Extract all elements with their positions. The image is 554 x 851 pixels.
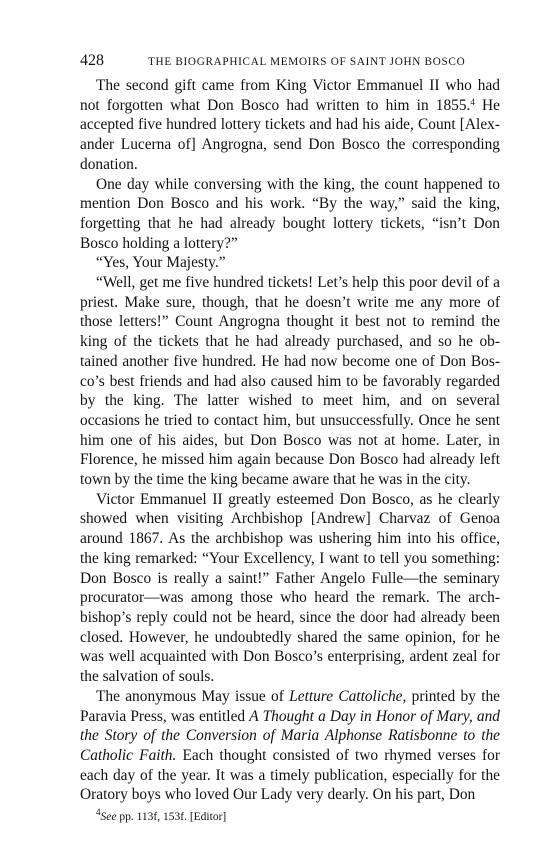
paragraph-text: Each thought consisted of two rhymed verses for each day of the year. It was a timely publication, especially for the Oratory boys who loved Our Lady very dearly. On his part, Don bbox=[80, 746, 500, 804]
footnote-see: See bbox=[100, 811, 117, 824]
footnote-text: pp. 113f, 153f. [Editor] bbox=[116, 811, 227, 824]
footnote-reference: 4 bbox=[470, 96, 475, 107]
footnote bbox=[80, 807, 500, 824]
page-number: 428 bbox=[80, 52, 104, 69]
footnote-marker: 4 bbox=[96, 807, 101, 818]
page bbox=[80, 52, 500, 823]
paragraph: “Yes, Your Majesty.” bbox=[96, 254, 226, 272]
paragraph bbox=[80, 687, 500, 805]
publication-title: A Thought a Day in Honor of Mary, and the Story of the Conversion of Maria Alphonse Ratisbonne to the Catholic Faith. bbox=[80, 707, 500, 764]
paragraph: One day while conversing with the king, the count happened to mention Don Bosco and his work. “By the way,” said the king, forgetting that he had already bought lottery tickets, “isn’t Don Bosco holding a lottery?” bbox=[80, 175, 500, 252]
body-text bbox=[80, 76, 500, 805]
paragraph-text: printed by the Paravia Press, was entitled bbox=[80, 687, 500, 725]
paragraph: Victor Emmanuel II greatly esteemed Don Bosco, as he clearly showed when visiting Archbishop [Andrew] Charvaz of Genoa around 1867. As the archbishop was ushering him into his office, the king remarked: “Your Excellency, I want to tell you something: Don Bosco is really a saint!” Father Angelo Fulle—the seminary procurator—was among those who heard the remark. The archbishop’s reply could not be heard, since the door had already been closed. However, he undoubtedly shared the same opinion, for he was well acquainted with Don Bosco’s enterprising, ardent zeal for the salvation of souls. bbox=[80, 490, 500, 686]
paragraph-text: The anonymous May issue of bbox=[96, 687, 290, 705]
paragraph-text: The second gift came from King Victor Emmanuel II who had not forgotten what Don Bosco had written to him in 1855. bbox=[80, 77, 500, 114]
running-title: THE BIOGRAPHICAL MEMOIRS OF SAINT JOHN BOSCO bbox=[148, 56, 466, 68]
paragraph: “Well, get me five hundred tickets! Let’s help this poor devil of a priest. Make sure, though, that he doesn’t write me any more of those letters!” Count Angrogna thought it best not to remind the king of the tickets that he had already purchased, and so he obtained another five hundred. He had now become one of Don Bosco’s best friends and had also caused him to be favorably regarded by the king. The latter wished to meet him, and on several occasions he tried to contact him, but unsuccessfully. Once he sent him one of his aides, but Don Bosco was not at home. Later, in Florence, he missed him again because Don Bosco had already left town by the time the king became aware that he was in the city. bbox=[80, 274, 500, 489]
paragraph bbox=[80, 76, 500, 175]
publication-title: Letture Cattoliche, bbox=[289, 687, 407, 705]
running-header bbox=[80, 52, 500, 70]
paragraph-text: He accepted five hundred lottery tickets and had his aide, Count [Alexander Lucerna of] Angrogna, send Don Bosco the corresponding donation. bbox=[80, 96, 501, 173]
